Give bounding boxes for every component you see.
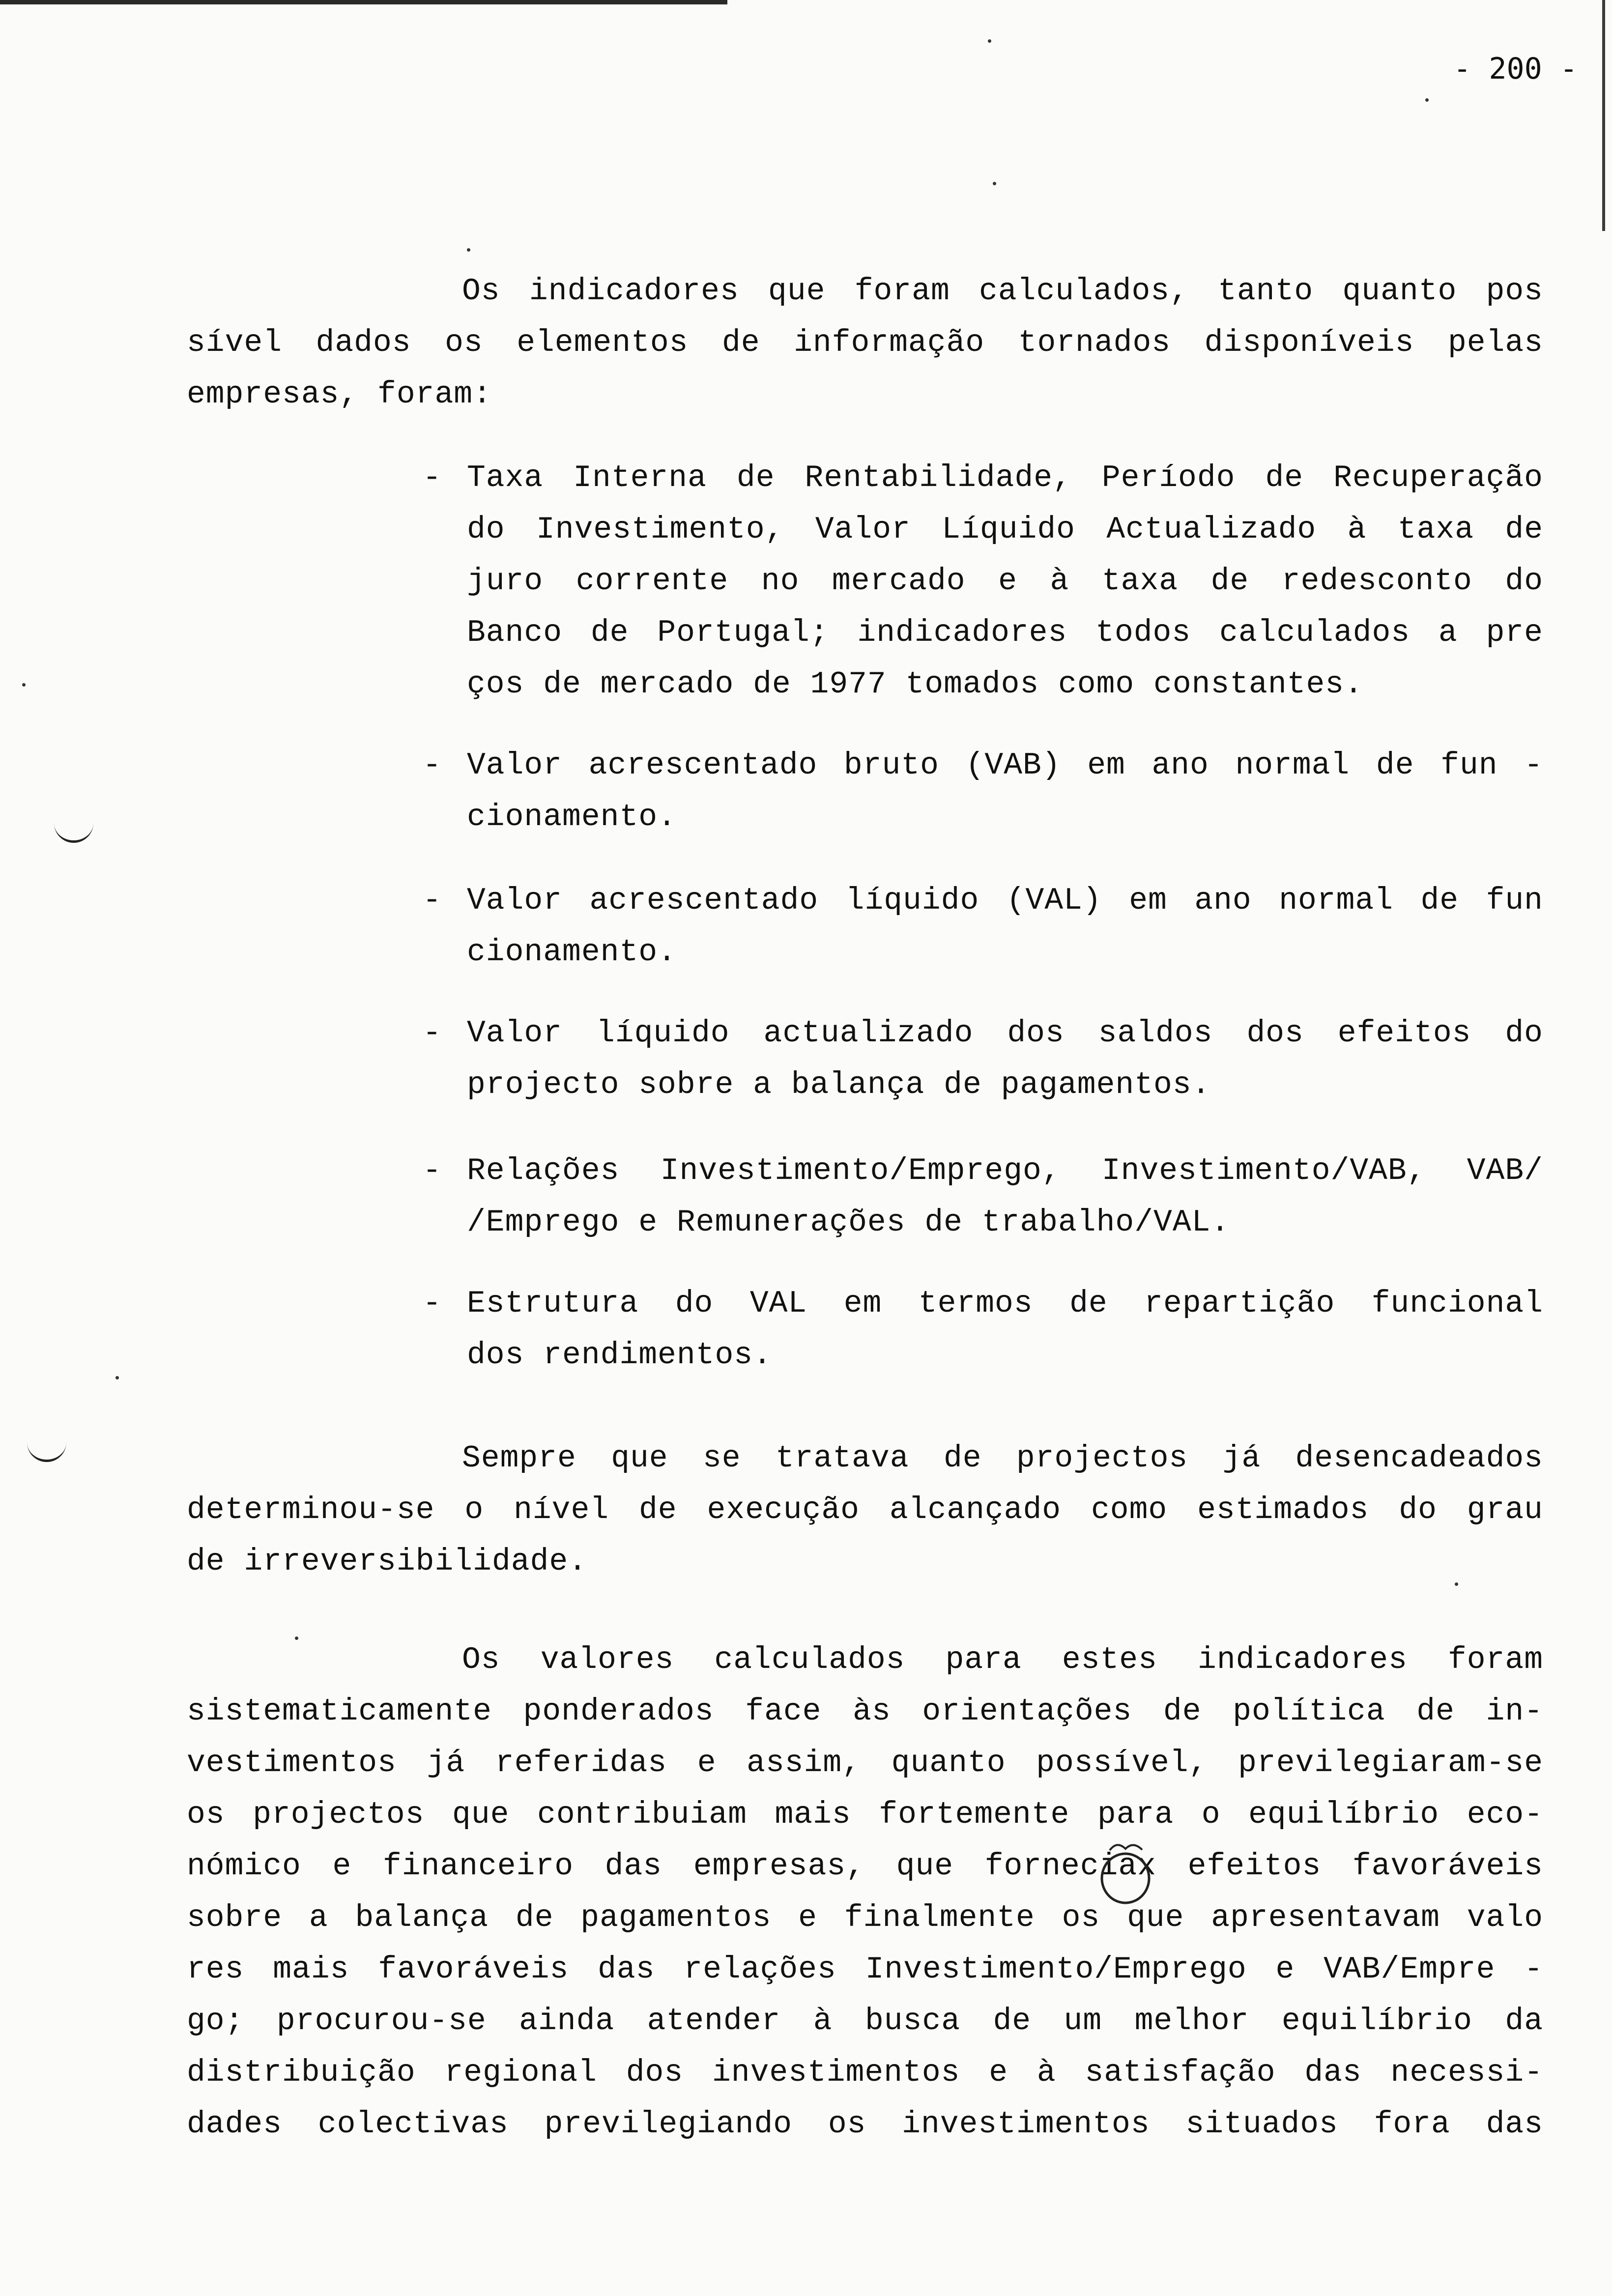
bullet-dash: - [423, 1153, 442, 1188]
bullet-item-relations [423, 1145, 1543, 1248]
paragraph-line: Os valores calculados para estes indicadores foram [462, 1642, 1543, 1677]
bullet-line: Valor acrescentado bruto (VAB) em ano normal de fun - [467, 748, 1543, 783]
bullet-dash: - [423, 748, 442, 783]
bullet-item-irr [423, 452, 1543, 710]
bullet-line: do Investimento, Valor Líquido Actualizado à taxa de [467, 512, 1543, 547]
handwritten-correction-circle [1095, 1838, 1159, 1907]
paragraph-line: res mais favoráveis das relações Investimento/Emprego e VAB/Empre - [187, 1952, 1543, 1987]
scan-speck [993, 182, 996, 185]
scan-right-edge-line [1602, 0, 1605, 231]
bullet-line: Valor líquido actualizado dos saldos dos efeitos do [467, 1016, 1543, 1051]
binder-hole-mark [54, 806, 93, 843]
weighting-paragraph [187, 1634, 1543, 2150]
bullet-item-vab [423, 740, 1543, 843]
scan-speck [988, 39, 991, 43]
bullet-dash: - [423, 1286, 442, 1321]
scan-speck [22, 683, 26, 687]
paragraph-line: os projectos que contribuiam mais fortemente para o equilíbrio eco- [187, 1797, 1543, 1832]
binder-hole-mark [27, 1425, 66, 1462]
execution-level-paragraph [187, 1433, 1543, 1587]
bullet-line: Relações Investimento/Emprego, Investimento/VAB, VAB/ [467, 1153, 1543, 1188]
paragraph-line: sistematicamente ponderados face às orientações de política de in- [187, 1694, 1543, 1729]
bullet-line: /Emprego e Remunerações de trabalho/VAL. [467, 1205, 1230, 1240]
scan-top-edge-line [0, 0, 727, 4]
scan-speck [467, 248, 470, 252]
bullet-line: juro corrente no mercado e à taxa de redesconto do [467, 564, 1543, 599]
bullet-line: Taxa Interna de Rentabilidade, Período de Recuperação [467, 460, 1543, 495]
scan-speck [1425, 98, 1429, 102]
bullet-dash: - [423, 460, 442, 495]
paragraph-line: Sempre que se tratava de projectos já desencadeados [462, 1441, 1543, 1476]
bullet-line: Valor acrescentado líquido (VAL) em ano normal de fun [467, 883, 1543, 918]
intro-line-3: empresas, foram: [187, 377, 492, 412]
scan-speck [115, 1376, 119, 1379]
paragraph-line: go; procurou-se ainda atender à busca de um melhor equilíbrio da [187, 2004, 1543, 2038]
bullet-dash: - [423, 883, 442, 918]
intro-line-1: Os indicadores que foram calculados, tanto quanto pos [462, 274, 1543, 309]
bullet-line: cionamento. [467, 935, 677, 970]
paragraph-line: sobre a balança de pagamentos e finalmente os que apresentavam valo [187, 1900, 1543, 1935]
paragraph-line: dades colectivas previlegiando os investimentos situados fora das [187, 2107, 1543, 2142]
bullet-line: Estrutura do VAL em termos de repartição funcional [467, 1286, 1543, 1321]
bullet-line: ços de mercado de 1977 tomados como constantes. [467, 667, 1363, 702]
bullet-line: Banco de Portugal; indicadores todos calculados a pre [467, 615, 1543, 650]
paragraph-line: de irreversibilidade. [187, 1544, 587, 1579]
bullet-item-val [423, 875, 1543, 978]
bullet-dash: - [423, 1016, 442, 1051]
scan-speck [1455, 1582, 1458, 1586]
bullet-item-val-structure [423, 1278, 1543, 1381]
bullet-line: dos rendimentos. [467, 1338, 772, 1373]
paragraph-line: determinou-se o nível de execução alcançado como estimados do grau [187, 1492, 1543, 1527]
page-number: - 200 - [1453, 52, 1578, 86]
paragraph-line: distribuição regional dos investimentos e à satisfação das necessi- [187, 2055, 1543, 2090]
scan-speck [295, 1636, 298, 1640]
intro-paragraph [187, 265, 1543, 420]
bullet-line: cionamento. [467, 800, 677, 834]
intro-line-2: sível dados os elementos de informação tornados disponíveis pelas [187, 325, 1543, 360]
bullet-item-balance-of-payments [423, 1007, 1543, 1111]
paragraph-line: vestimentos já referidas e assim, quanto possível, previlegiaram-se [187, 1746, 1543, 1780]
bullet-line: projecto sobre a balança de pagamentos. [467, 1067, 1211, 1102]
paragraph-line: nómico e financeiro das empresas, que forneciax efeitos favoráveis [187, 1849, 1543, 1884]
